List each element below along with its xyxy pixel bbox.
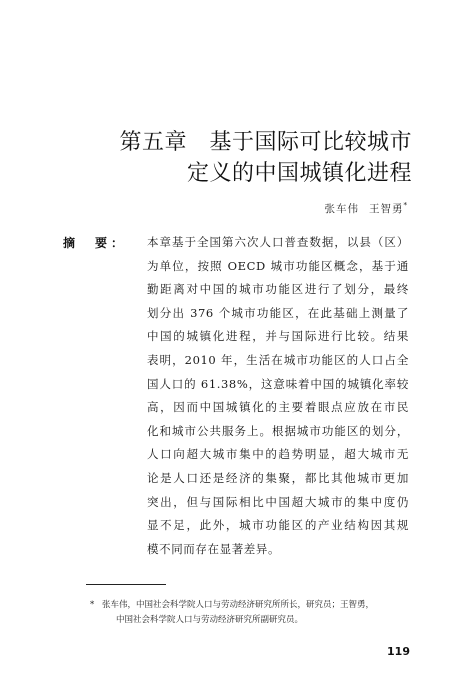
footnote-divider xyxy=(86,584,166,585)
abstract-body xyxy=(147,231,409,561)
abstract-line: 模不同而存在显著差异。 xyxy=(147,541,281,556)
abstract-line: 勤距离对中国的城市功能区进行了划分，最终 xyxy=(147,282,409,297)
abstract-line: 为单位，按照 OECD 城市功能区概念，基于通 xyxy=(147,258,409,273)
author-2: 王智勇 xyxy=(369,203,404,215)
abstract-line: 化和城市公共服务上。根据城市功能区的划分， xyxy=(147,423,409,438)
abstract-line: 表明，2010 年，生活在城市功能区的人口占全 xyxy=(147,352,409,367)
chapter-title-line-1: 第五章 基于国际可比较城市 xyxy=(119,130,412,155)
abstract-line: 突出，但与国际相比中国超大城市的集中度仍 xyxy=(147,494,409,509)
chapter-title-line-2: 定义的中国城镇化进程 xyxy=(186,161,412,186)
authors-byline xyxy=(325,201,409,216)
abstract-line: 显不足，此外，城市功能区的产业结构因其规 xyxy=(147,518,409,533)
abstract-line: 论是人口还是经济的集聚，都比其他城市更加 xyxy=(147,470,409,485)
abstract-line: 人口向超大城市集中的趋势明显，超大城市无 xyxy=(147,447,409,462)
page-number: 119 xyxy=(387,645,410,658)
abstract-line: 中国的城镇化进程，并与国际进行比较。结果 xyxy=(147,329,409,344)
chapter-title xyxy=(119,127,412,189)
abstract-line: 本章基于全国第六次人口普查数据，以县（区） xyxy=(147,235,409,249)
abstract-label: 摘 要： xyxy=(63,236,128,250)
footnote-marker: * xyxy=(90,600,95,610)
author-footnote-marker: * xyxy=(403,201,408,210)
author-1: 张车伟 xyxy=(324,203,359,215)
abstract-line: 国人口的 61.38%，这意味着中国的城镇化率较 xyxy=(147,376,409,391)
abstract-line: 高，因而中国城镇化的主要着眼点应放在市民 xyxy=(147,400,409,415)
footnote-line-2: 中国社会科学院人口与劳动经济研究所副研究员。 xyxy=(116,615,304,625)
author-footnote xyxy=(90,598,412,628)
abstract-line: 划分出 376 个城市功能区，在此基础上测量了 xyxy=(147,305,409,320)
footnote-line-1: 张车伟，中国社会科学院人口与劳动经济研究所所长，研究员；王智勇， xyxy=(102,600,375,610)
